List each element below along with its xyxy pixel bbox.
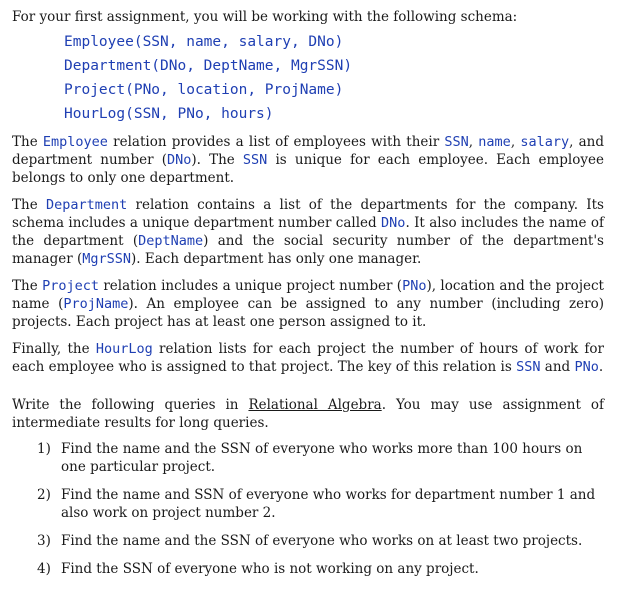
- code-term: SSN: [444, 134, 469, 150]
- question-number: 4): [37, 561, 51, 577]
- schema-department: Department(DNo, DeptName, MgrSSN): [64, 58, 353, 74]
- question-text: Find the SSN of everyone who is not working on any project.: [61, 561, 479, 577]
- question-text: Find the name and SSN of everyone who works for department number 1 and also work on project number 2.: [61, 487, 596, 521]
- schema-project: Project(PNo, location, ProjName): [64, 82, 344, 98]
- code-term: HourLog: [95, 341, 153, 357]
- question-number: 2): [37, 487, 51, 503]
- employee-paragraph: The Employee relation provides a list of employees with their SSN, name, salary, and department number (DNo). The SSN is unique for each employee. Each employee belongs to only one department.: [12, 134, 604, 186]
- code-term: SSN: [516, 359, 541, 375]
- code-term: name: [478, 134, 511, 150]
- code-term: DNo: [381, 215, 406, 231]
- list-item: [37, 532, 604, 550]
- schema-list: [64, 30, 604, 126]
- code-term: SSN: [242, 152, 268, 168]
- code-term: Project: [42, 278, 99, 294]
- schema-hourlog: HourLog(SSN, PNo, hours): [64, 106, 274, 122]
- relational-algebra-link[interactable]: Relational Algebra: [248, 397, 382, 413]
- instructions-paragraph: Write the following queries in Relational Algebra. You may use assignment of intermediate results for long queries.: [12, 397, 604, 431]
- code-term: Department: [45, 197, 128, 213]
- code-term: salary: [520, 134, 570, 150]
- intro-text: For your first assignment, you will be working with the following schema:: [12, 9, 518, 25]
- project-paragraph: The Project relation includes a unique project number (PNo), location and the project name (ProjName). An employee can be assigned to any number (including zero) projects. Each project has at least one person assigned to it.: [12, 278, 604, 330]
- question-number: 1): [37, 441, 51, 457]
- question-text: Find the name and the SSN of everyone who works on at least two projects.: [61, 533, 583, 549]
- code-term: Employee: [42, 134, 108, 150]
- list-item: [37, 486, 604, 522]
- code-term: ProjName: [63, 296, 129, 312]
- question-list: [12, 440, 604, 578]
- list-item: [37, 440, 604, 476]
- code-term: DNo: [166, 152, 192, 168]
- schema-employee: Employee(SSN, name, salary, DNo): [64, 34, 344, 50]
- code-term: PNo: [402, 278, 427, 294]
- hourlog-paragraph: Finally, the HourLog relation lists for each project the number of hours of work for each employee who is assigned to that project. The key of this relation is SSN and PNo.: [12, 341, 604, 375]
- code-term: DeptName: [138, 233, 204, 249]
- question-text: Find the name and the SSN of everyone who works more than 100 hours on one particular project.: [61, 441, 583, 475]
- code-term: MgrSSN: [82, 251, 132, 267]
- question-number: 3): [37, 533, 51, 549]
- department-paragraph: The Department relation contains a list of the departments for the company. Its schema includes a unique department number called DNo. It also includes the name of the department (DeptName) and the social security number of the department's manager (MgrSSN). Each department has only one manager.: [12, 197, 604, 267]
- code-term: PNo: [574, 359, 599, 375]
- list-item: [37, 560, 604, 578]
